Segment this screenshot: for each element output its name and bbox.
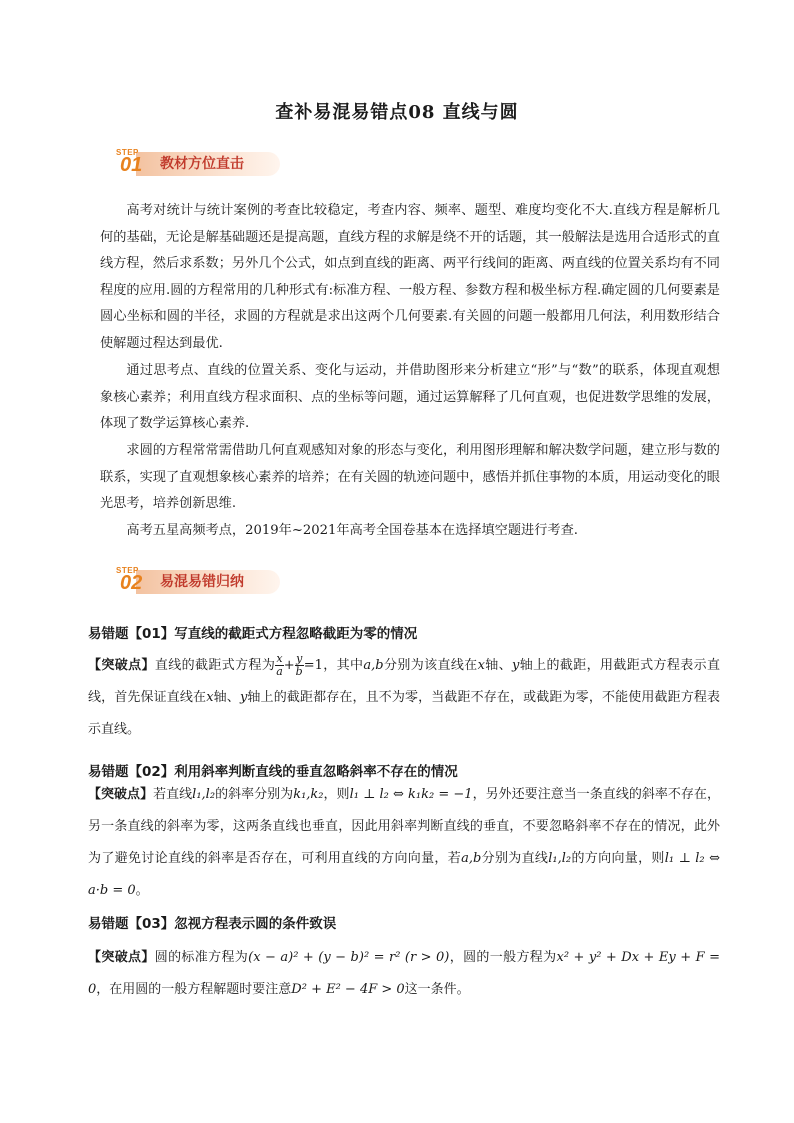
step-tag [110,566,150,600]
question-3-tip [88,942,720,1006]
frac-num: y [296,652,303,665]
step-number: 02 [120,572,143,594]
question-1-title: 易错题【01】写直线的截距式方程忽略截距为零的情况 [88,626,418,642]
tip-text: 这一条件。 [404,982,470,997]
tip-tag: 【突破点】 [88,658,155,673]
math-perpendicular-relation: l₁ ⊥ l₂ ⇔ k₁k₂ = −1 [349,787,473,802]
tip-text: 轴、 [484,658,513,673]
question-3-title: 易错题【03】忽视方程表示圆的条件致误 [88,916,337,932]
tip-text: ，在用圆的一般方程解题时要注意 [96,982,292,997]
math-general-equation: x² + y² + Dx + Ey + F = 0 [88,950,720,997]
step-small-label: STEP [116,566,139,575]
step-number: 01 [120,154,143,176]
tip-text: 若直线 [153,787,193,802]
math-vectors: a,b [461,851,482,866]
fraction-y-b [295,653,304,678]
math-slopes: k₁,k₂ [293,787,324,802]
step-small-label: STEP [116,148,139,157]
paragraph-1: 高考对统计与统计案例的考查比较稳定，考查内容、频率、题型、难度均变化不大.直线方程是解析几何的基础，无论是解基础题还是提高题，直线方程的求解是绕不开的话题，其一般解法是选用合适形式的直线方程，然后求系数；另外几个公式，如点到直线的距离、两平行线间的距离、两直线的位置关系均有不同程度的应用.圆的方程常用的几种形式有:标准方程、一般方程、参数方程和极坐标方程.确定圆的几何要素是圆心坐标和圆的半径，求圆的方程就是求出这两个几何要素.有关圆的问题一般都用几何法，利用数形结合使解题过程达到最优. [100,203,720,351]
math-standard-equation: (x − a)² + (y − b)² = r² (r > 0) [248,950,450,965]
plus-sign: + [283,658,295,673]
step-02-badge [110,566,280,600]
math-lines: l₁,l₂ [192,787,216,802]
paragraph-4: 高考五星高频考点，2019年~2021年高考全国卷基本在选择填空题进行考查. [126,523,579,538]
paragraph-3: 求圆的方程常常需借助几何直观感知对象的形态与变化，利用图形理解和解决数学问题，建立形与数的联系，实现了直观想象核心素养的培养；在有关圆的轨迹问题中，感悟并抓住事物的本质，用运动变化的眼光思考，培养创新思维. [100,443,720,511]
tip-text: ，圆的一般方程为 [449,950,557,965]
math-condition: D² + E² − 4F > 0 [291,982,405,997]
tip-text: 的斜率分别为 [215,787,294,802]
math-lines: l₁,l₂ [548,851,572,866]
tip-text: 轴上的截距都存在，且不为零，当截距不存在，或截距为零，不能使用截距方程表示直线。 [88,690,720,737]
question-2-title: 易错题【02】利用斜率判断直线的垂直忽略斜率不存在的情况 [88,764,458,780]
tip-text: ，另外还要注意当一条直线的斜率不存在，另一条直线的斜率为零，这两条直线也垂直，因此用斜率判断直线的垂直，不要忽略斜率不存在的情况，此外为了避免讨论直线的斜率是否存在，可利用直线的方向向量，若 [88,787,720,866]
math-y: y [239,690,248,705]
tip-tag: 【突破点】 [88,787,154,802]
tip-text: 轴上的截距，用截距式方程表示直线，首先保证直线在 [88,658,720,705]
step-label: 教材方位直击 [160,156,244,172]
step-tag [110,148,150,182]
math-ab: a,b [363,658,384,673]
math-x: x [477,658,485,673]
question-1-tip [88,650,720,746]
math-x: x [206,690,214,705]
step-01-badge [110,148,280,182]
paragraph-2: 通过思考点、直线的位置关系、变化与运动，并借助图形来分析建立“形”与“数”的联系，体现直观想象核心素养；利用直线方程求面积、点的坐标等问题，通过运算解释了几何直观，也促进数学思维的发展，体现了数学运算核心素养. [100,363,720,431]
tip-text: 圆的标准方程为 [154,950,249,965]
math-vector-relation: l₁ ⊥ l₂ ⇔ a·b = 0 [88,851,720,898]
frac-num: x [276,652,283,665]
tip-text: 直线的截距式方程为 [154,658,276,673]
tip-text: 分别为该直线在 [383,658,478,673]
tip-text: 轴、 [213,690,240,705]
fraction-x-a [275,653,284,678]
question-2-tip [88,779,720,907]
tip-text: 。 [135,883,149,898]
tip-text: 分别为直线 [481,851,549,866]
tip-text: 的方向向量，则 [571,851,665,866]
tip-tag: 【突破点】 [88,950,155,965]
tip-text: ，其中 [322,658,364,673]
step-label: 易混易错归纳 [160,574,244,590]
page-title: 查补易混易错点08 直线与圆 [275,102,519,123]
frac-den: a [276,665,283,678]
tip-text: ，则 [323,787,350,802]
equals-one: =1 [303,658,323,673]
frac-den: b [295,665,303,678]
math-y: y [512,658,520,673]
